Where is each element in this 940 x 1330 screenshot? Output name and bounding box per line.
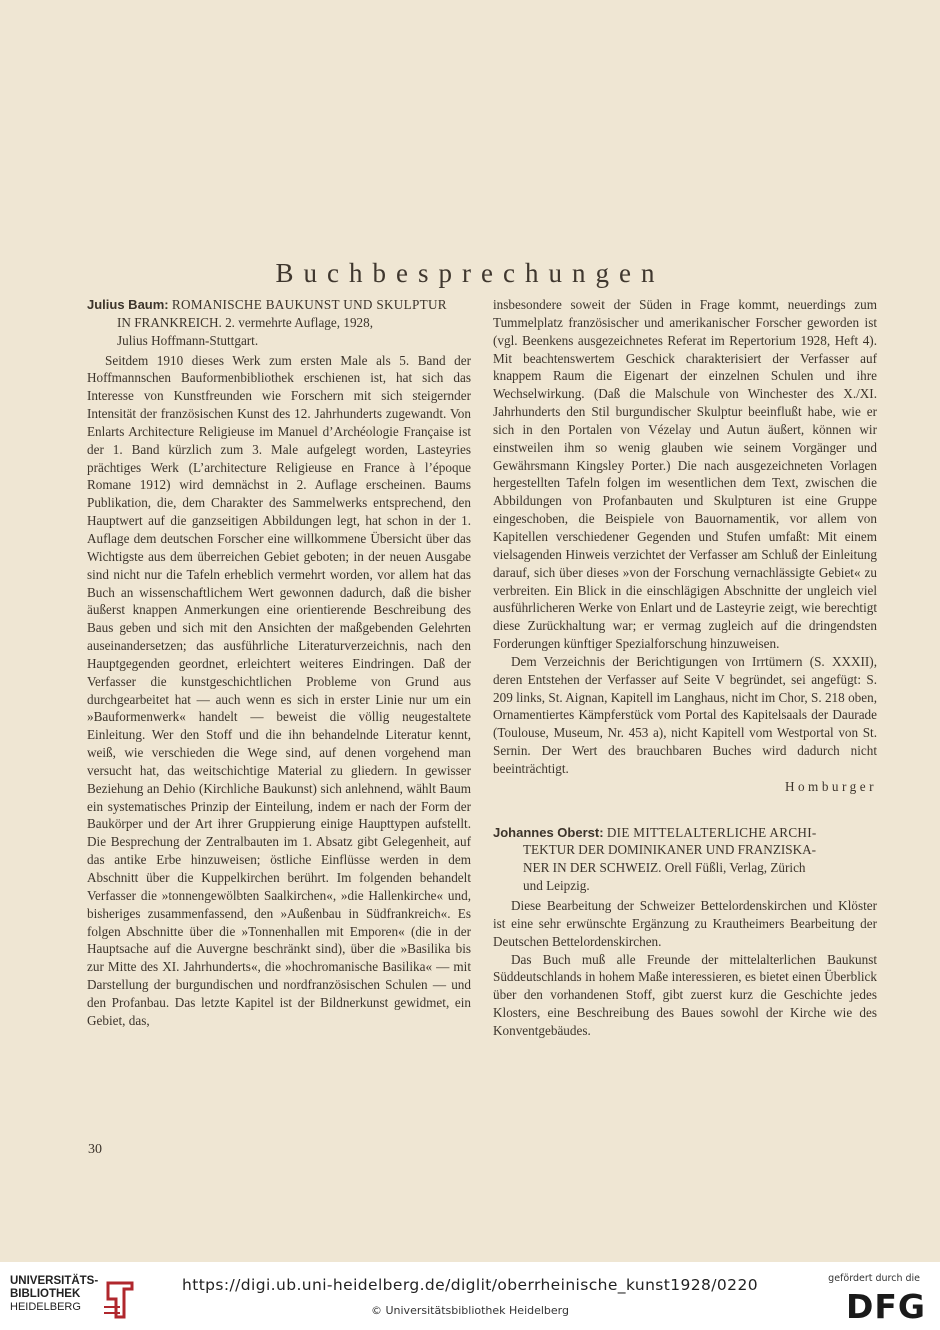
review-2-title-line-4: und Leipzig. (523, 878, 590, 894)
review-1-paragraph-1: Seitdem 1910 dieses Werk zum ersten Male als 5. Band der Hoffmannschen Bauformenbibliothek erschienen ist, hat sich das Interesse von Kunstfreunden wie Forschern mit sich steigernder Intensität der französischen Kunst des 12. Jahrhunderts zugewandt. Von Enlarts Architecture Religieuse im Manuel d’Archéologie Française ist der 1. Band kürzlich zum 3. Male aufgelegt worden, Lasteyries prächtiges Werk (L’architecture Religieuse en France à l’époque Romane 1912) wird demnächst in 2. Auflage erscheinen. Baums Publikation, die, dem Charakter des Sammelwerks entsprechend, den Hauptwert auf die ganzseitigen Abbildungen legt, hat schon in der 1. Auflage dem deutschen Forscher eine willkommene Übersicht über das Wichtigste aus dem überreichen Gebiet geboten; in der neuen Ausgabe sind nicht nur die Tafeln erheblich vermehrt worden, vor allem hat das Buch an wissenschaftlichem Wert gewonnen dadurch, daß die bisher äußerst knappen Anmerkungen eine orientierende Beschreibung des Baus geben und sich mit den Ansichten der maßgebenden Gelehrten auseinandersetzen; das ausführliche Literaturverzeichnis, nach den Hauptgegenden geordnet, erleichtert weiteres Eindringen. Daß der Verfasser die kunstgeschichtlichen Probleme von Grund aus durchgearbeitet hat — auch wenn es sich in erster Linie nur um ein »Bauformenwerk« handelt — beweist die völlig neugestaltete Einleitung. Wer den Stoff und die ihn behandelnde Literatur kennt, weiß, wie verschieden die Wege sind, auf denen vorgehend man versucht hat, das weitschichtige Material zu gliedern. In gewisser Beziehung an Dehio (Kirchliche Baukunst) sich anlehnend, wählt Baum ein systematisches Prinzip der Einteilung, indem er nach der Form der Baukörper und der Art ihrer Gruppierung einige Haupttypen aufstellt. Die Besprechung der Zentralbauten im 1. Absatz gibt Gelegenheit, auf das antike Erbe hinzuweisen; östliche Einflüsse werden in dem Abschnitt über die Kuppelkirchen berührt. Im folgenden behandelt Verfasser die »tonnengewölbten Saalkirchen«, »die Hallenkirche« und, bisheriges zusammenfassend, den »Außenbau in Südfrankreich«. Es folgen Abschnitte über die »Tonnenhallen mit Emporen« (die in der Hauptsache auf die Auvergne beschränkt sind), über die »Basilika bis zur Mitte des XI. Jahrhunderts«, die »hochromanische Basilika« — mit Darstellung der burgundischen und nordfranzösischen Schulen — und den Profanbau. Das letzte Kapitel ist der Bildnerkunst gewidmet, ein Gebiet, das, (87, 352, 471, 1028)
footer-bar (0, 1262, 940, 1330)
left-column (87, 296, 471, 1030)
library-line-1: UNIVERSITÄTS- (10, 1275, 99, 1287)
review-1-title-line-2: IN FRANKREICH. 2. vermehrte Auflage, 1928, (117, 314, 374, 330)
copyright-notice: © Universitätsbibliothek Heidelberg (370, 1304, 569, 1317)
review-1-header (87, 296, 471, 350)
page-heading: Buchbesprechungen (275, 258, 665, 288)
permalink-url[interactable]: https://digi.ub.uni-heidelberg.de/diglit/oberrheinische_kunst1928/0220 (182, 1276, 758, 1294)
review-2-paragraph-1: Diese Bearbeitung der Schweizer Bettelordenskirchen und Klöster ist eine sehr erwünschte Ergänzung zu Krautheimers Bearbeitung der Deutschen Bettelordenskirchen. (493, 898, 877, 949)
library-line-3: HEIDELBERG (10, 1301, 81, 1313)
page-number: 30 (88, 1142, 102, 1157)
review-2-title-line-3: NER IN DER SCHWEIZ. Orell Füßli, Verlag, Zürich (523, 860, 806, 876)
review-separator (493, 796, 877, 824)
review-2-title-line-1: DIE MITTELALTERLICHE ARCHI- (606, 824, 817, 840)
review-1-paragraph-2: insbesondere soweit der Süden in Frage kommt, neuerdings zum Tummelplatz französischer und amerikanischer Forscher geworden ist (vgl. Beenkens ausgezeichnetes Referat im Repertorium 1928, Heft 4). Mit beachtenswertem Geschick charakterisiert der Verfasser auf knappem Raum die Eigenart der einzelnen Schulen und ihre Wechselwirkung. (Daß die Malschule von Winchester des X./XI. Jahrhunderts den Stil burgundischer Skulptur beeinflußt habe, wie er sich in den Portalen von Vézelay und Autun äußert, können wir einstweilen ihm so wenig glauben wie seinem Vorgänger und Gewährsmann Kingsley Porter.) Die nach ausgezeichneten Vorlagen hergestellten Tafeln folgen im wesentlichen dem Text, zwischen die Abbildungen von Profanbauten und Skulpturen ist eine Gruppe eingeschoben, die Beispiele von Bauornamentik, vor allem von Kapitellen verschiedener Gegenden und Stufen umfaßt: Mit einem vielsagenden Hinweis verzichtet der Verfasser am Schluß der Einleitung darauf, sich über dieses »von der Forschung vernachlässigte Gebiet« zu verbreiten. Ein Blick in die einschlägigen Abschnitte der ungleich viel ausführlicheren Werke von Enlart und de Lasteyrie zeigt, wie berechtigt diese Zurückhaltung war; er vermag zugleich auf die dringendsten Forderungen künftiger Spezialforschung hinzuweisen. (493, 297, 877, 652)
review-1-reviewer: Homburger (784, 778, 877, 794)
review-2-header (493, 824, 877, 895)
review-1-title-line-1: ROMANISCHE BAUKUNST UND SKULPTUR (171, 297, 447, 312)
review-2-author: Johannes Oberst: (493, 824, 604, 840)
right-column (493, 296, 877, 1040)
library-line-2: BIBLIOTHEK (10, 1288, 81, 1300)
review-2-paragraph-2: Das Buch muß alle Freunde der mittelalterlichen Baukunst Süddeutschlands in hohem Maße interessieren, es bietet einen Überblick über den vorhandenen Stoff, gibt zuerst kurz die Geschichte jedes Klosters, eine Beschreibung des Baues sowohl der Kirche wie des Konventgebäudes. (493, 951, 877, 1038)
dfg-logo[interactable]: DFG (845, 1287, 926, 1326)
dfg-caption: gefördert durch die (828, 1273, 920, 1284)
review-1-author: Julius Baum: (87, 297, 169, 312)
review-1-paragraph-3: Dem Verzeichnis der Berichtigungen von Irrtümern (S. XXXII), deren Entstehen der Verfasser auf Seite V begründet, sei angefügt: S. 209 links, St. Aignan, Kapitell im Langhaus, nicht im Chor, S. 218 oben, Ornamentiertes Kämpferstück vom Portal des Kapitelsaals der Daurade (Toulouse, Museum, Nr. 453 a), nicht Kapitell vom Westportal von St. Sernin. Der Wert des brauchbaren Buches wird dadurch nicht beeinträchtigt. (493, 653, 877, 776)
review-1-title-line-3: Julius Hoffmann-Stuttgart. (117, 332, 259, 348)
review-2-title-line-2: TEKTUR DER DOMINIKANER UND FRANZISKA- (523, 842, 817, 858)
